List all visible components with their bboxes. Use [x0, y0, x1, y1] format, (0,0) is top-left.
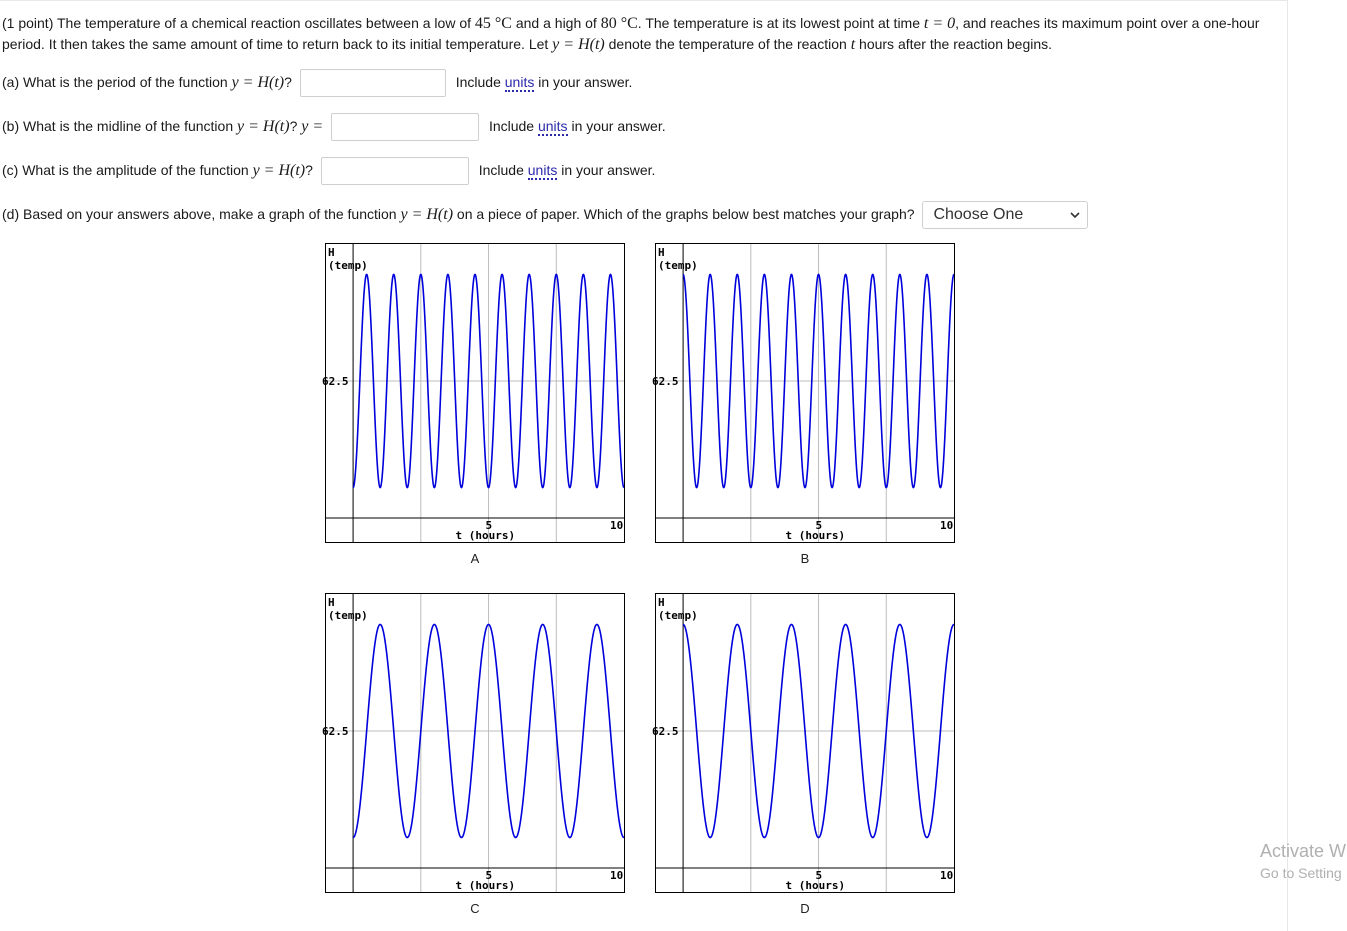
low-temp: 45 °C: [474, 15, 512, 32]
graph-c[interactable]: [322, 593, 625, 893]
amplitude-answer-input[interactable]: [321, 157, 469, 185]
y-axis-label-temp: (temp): [328, 609, 368, 622]
x-tick-label-5: 5: [815, 869, 823, 882]
intro-text-5: denote the temperature of the reaction: [608, 36, 847, 52]
part-b-include: Include: [488, 118, 535, 134]
graph-canvas: [656, 594, 954, 892]
high-temp: 80 °C: [600, 15, 638, 32]
activate-windows-subtext: Go to Setting: [1260, 865, 1342, 881]
part-a-math: y = H(t): [231, 74, 285, 91]
part-c-prefix: (c) What is the amplitude of the function: [2, 162, 249, 178]
x-tick-label-10: 10: [940, 869, 954, 882]
part-c-tail: in your answer.: [561, 162, 656, 178]
part-a-tail: in your answer.: [538, 74, 633, 90]
x-tick-label-5: 5: [815, 519, 823, 532]
part-c-math: y = H(t): [252, 162, 306, 179]
midline-answer-input[interactable]: [331, 113, 479, 141]
graph-choice-value: Choose One: [933, 206, 1024, 224]
y-axis-label-temp: (temp): [658, 609, 698, 622]
y-axis-label-h: H: [658, 246, 665, 259]
graph-d[interactable]: [652, 593, 955, 893]
intro-text-6: hours after the reaction begins.: [859, 36, 1053, 52]
activate-windows-watermark: Activate W: [1260, 841, 1347, 861]
part-d-suffix: on a piece of paper. Which of the graphs below best matches your graph?: [456, 206, 915, 222]
intro-text-4: , and reaches its maximum point over a one-hour period. It then takes the same amount of time to return back to its initial temperature. Let: [2, 15, 1260, 52]
x-tick-label-10: 10: [940, 519, 954, 532]
part-d-math: y = H(t): [400, 206, 454, 223]
units-help-link-b[interactable]: units: [537, 118, 568, 134]
graph-choice-select[interactable]: [922, 201, 1088, 229]
graph-a[interactable]: [322, 243, 625, 543]
y-tick-label: 62.5: [652, 725, 679, 738]
graph-b-caption: B: [800, 551, 810, 566]
y-tick-label: 62.5: [652, 375, 679, 388]
part-d: [2, 199, 1088, 229]
part-a-include: Include: [455, 74, 501, 90]
t-variable: t: [850, 36, 856, 53]
part-b-suffix: ?: [289, 118, 298, 134]
x-tick-label-10: 10: [610, 869, 624, 882]
graph-canvas: [656, 244, 954, 542]
y-axis-label-temp: (temp): [658, 259, 698, 272]
units-help-link-c[interactable]: units: [527, 162, 558, 178]
part-a: [2, 67, 632, 97]
chevron-down-icon: [1069, 202, 1081, 237]
part-b-math: y = H(t): [237, 118, 290, 135]
graph-c-caption: C: [470, 901, 480, 916]
graph-b[interactable]: [652, 243, 955, 543]
part-a-suffix: ?: [284, 74, 292, 90]
y-tick-label: 62.5: [322, 725, 349, 738]
x-tick-label-10: 10: [610, 519, 624, 532]
x-axis-label: t (hours): [785, 879, 846, 892]
graph-canvas: [326, 244, 624, 542]
points-label: (1 point): [2, 15, 54, 31]
x-axis-label: t (hours): [785, 529, 846, 542]
intro-text-1: The temperature of a chemical reaction oscillates between a low of: [57, 15, 471, 31]
problem-statement: [2, 13, 1282, 55]
t-equals-zero: t = 0: [923, 15, 956, 32]
intro-text-3: . The temperature is at its lowest point at time: [637, 15, 920, 31]
graph-a-caption: A: [470, 551, 480, 566]
x-axis-label: t (hours): [455, 879, 516, 892]
y-tick-label: 62.5: [322, 375, 349, 388]
intro-text-2: and a high of: [515, 15, 597, 31]
y-axis-label-h: H: [658, 596, 665, 609]
part-b-math-y: y =: [301, 118, 324, 135]
graph-d-caption: D: [800, 901, 810, 916]
part-c-suffix: ?: [305, 162, 313, 178]
part-a-prefix: (a) What is the period of the function: [2, 74, 228, 90]
part-b-prefix: (b) What is the midline of the function: [2, 118, 234, 134]
part-b: [2, 111, 666, 141]
units-help-link-a[interactable]: units: [504, 74, 535, 90]
part-c: [2, 155, 655, 185]
y-axis-label-h: H: [328, 596, 335, 609]
y-equals-h: y = H(t): [552, 36, 605, 53]
x-tick-label-5: 5: [485, 869, 493, 882]
part-c-include: Include: [478, 162, 524, 178]
period-answer-input[interactable]: [300, 69, 446, 97]
graph-canvas: [326, 594, 624, 892]
part-b-tail: in your answer.: [571, 118, 666, 134]
y-axis-label-temp: (temp): [328, 259, 368, 272]
part-d-prefix: (d) Based on your answers above, make a graph of the function: [2, 206, 397, 222]
y-axis-label-h: H: [328, 246, 335, 259]
x-axis-label: t (hours): [455, 529, 516, 542]
x-tick-label-5: 5: [485, 519, 493, 532]
